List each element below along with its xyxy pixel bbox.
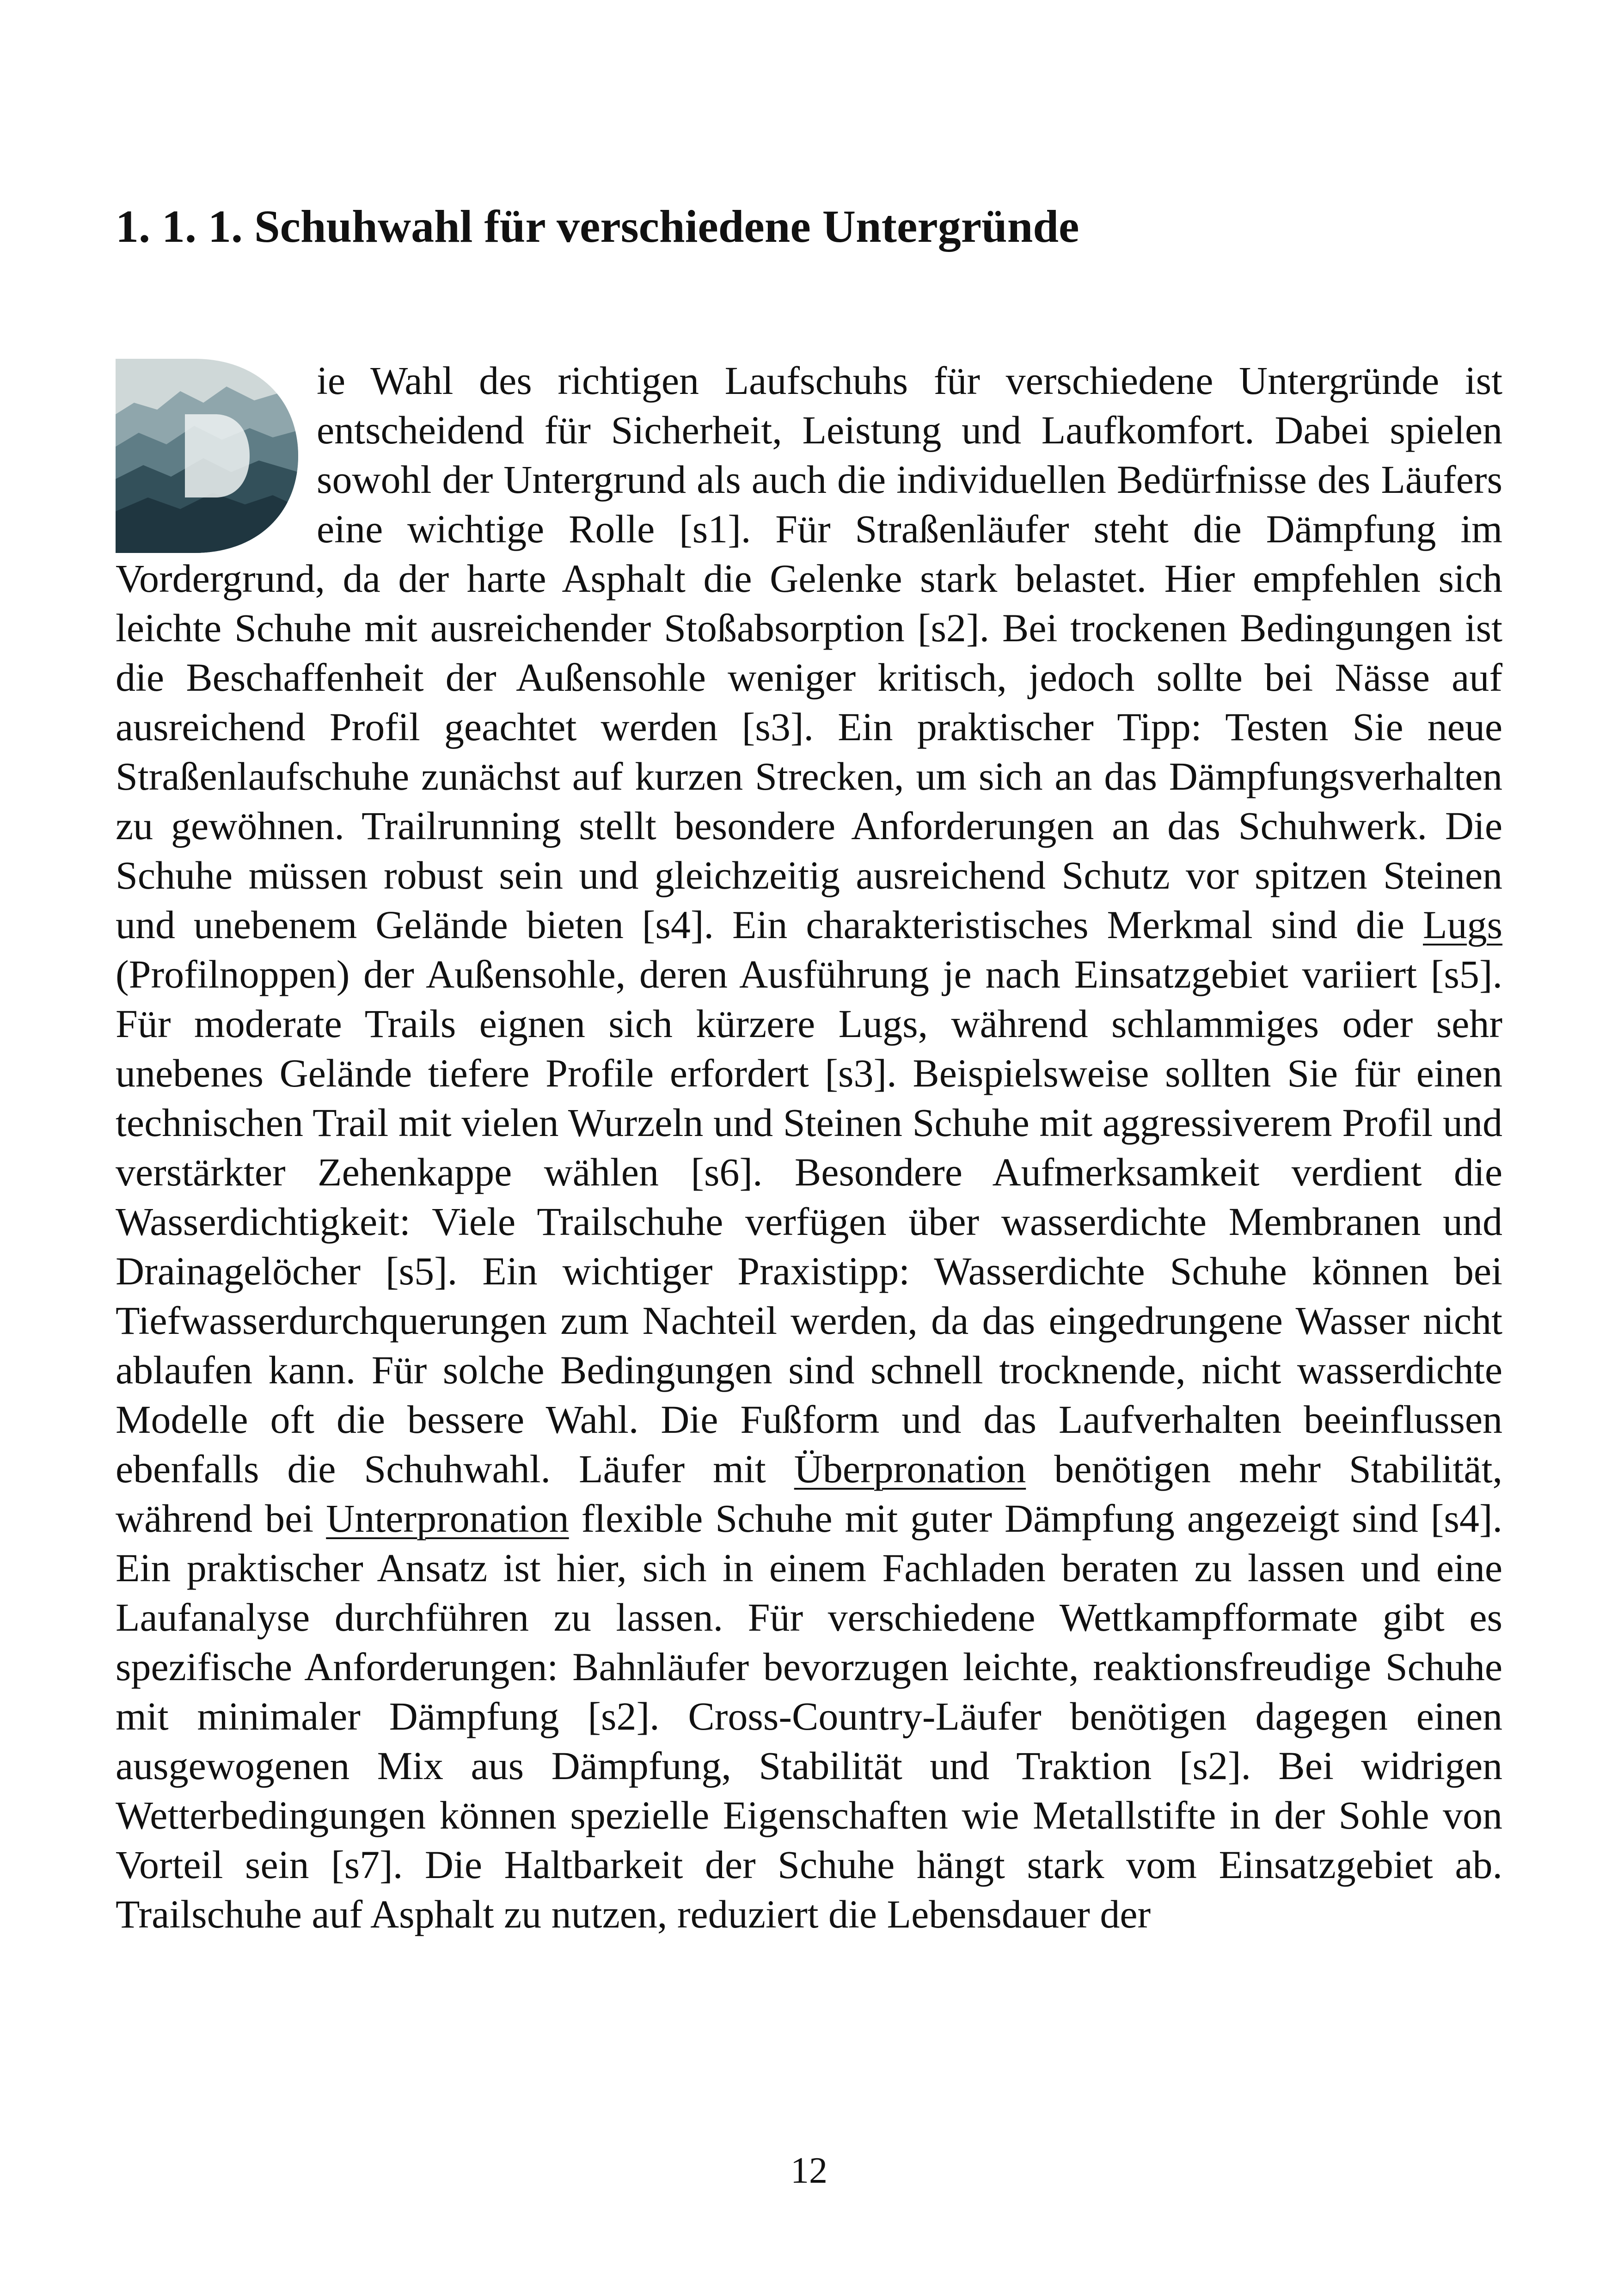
page-number: 12 xyxy=(791,2150,827,2191)
body-paragraph xyxy=(116,356,1502,1939)
body-text-part: flexible Schuhe mit guter Dämpfung angezeigt sind [s4]. Ein praktischer Ansatz ist hier, sich in einem Fachladen beraten zu lassen und eine Laufanalyse durchführen zu lassen. Für verschiedene Wettkampfformate gibt es spezifische Anforderungen: Bahnläufer bevorzugen leichte, reaktionsfreudige Schuhe mit minimaler Dämpfung [s2]. Cross-Country-Läufer benötigen dagegen einen ausgewogenen Mix aus Dämpfung, Stabilität und Traktion [s2]. Bei widrigen Wetterbedingungen können spezielle Eigenschaften wie Metallstifte in der Sohle von Vorteil sein [s7]. Die Haltbarkeit der Schuhe hängt stark vom Einsatzgebiet ab. Trailschuhe auf Asphalt zu nutzen, reduziert die Lebensdauer der xyxy=(116,1496,1502,1936)
section-heading: 1. 1. 1. Schuhwahl für verschiedene Untergründe xyxy=(116,201,1079,252)
term-ueberpronation: Überpronation xyxy=(794,1447,1026,1491)
term-unterpronation: Unterpronation xyxy=(326,1496,569,1541)
body-text-part: ie Wahl des richtigen Laufschuhs für verschiedene Untergründe ist entscheidend für Sicherheit, Leistung und Laufkomfort. Dabei spielen sowohl der Untergrund als auch die individuellen Bedürfnisse des Läufers eine wichtige Rolle [s1]. Für Straßenläufer steht die Dämpfung im Vordergrund, da der harte Asphalt die Gelenke stark belastet. Hier empfehlen sich leichte Schuhe mit ausreichender Stoßabsorption [s2]. Bei trockenen Bedingungen ist die Beschaffenheit der Außensohle weniger kritisch, jedoch sollte bei Nässe auf ausreichend Profil geachtet werden [s3]. Ein praktischer Tipp: Testen Sie neue Straßenlaufschuhe zunächst auf kurzen Strecken, um sich an das Dämpfungsverhalten zu gewöhnen. Trailrunning stellt besondere Anforderungen an das Schuhwerk. Die Schuhe müssen robust sein und gleichzeitig ausreichend Schutz vor spitzen Steinen und unebenem Gelände bieten [s4]. Ein charakteristisches Merkmal sind die xyxy=(116,358,1502,947)
drop-cap-letter-image xyxy=(116,359,298,553)
term-lugs: Lugs xyxy=(1423,902,1502,947)
body-text-part: (Profilnoppen) der Außensohle, deren Ausführung je nach Einsatzgebiet variiert [s5]. Für moderate Trails eignen sich kürzere Lugs, während schlammiges oder sehr unebenes Gelände tiefere Profile erfordert [s3]. Beispielsweise sollten Sie für einen technischen Trail mit vielen Wurzeln und Steinen Schuhe mit aggressiverem Profil und verstärkter Zehenkappe wählen [s6]. Besondere Aufmerksamkeit verdient die Wasserdichtigkeit: Viele Trailschuhe verfügen über wasserdichte Membranen und Drainagelöcher [s5]. Ein wichtiger Praxistipp: Wasserdichte Schuhe können bei Tiefwasserdurchquerungen zum Nachteil werden, da das eingedrungene Wasser nicht ablaufen kann. Für solche Bedingungen sind schnell trocknende, nicht wasserdichte Modelle oft die bessere Wahl. Die Fußform und das Laufverhalten beeinflussen ebenfalls die Schuhwahl. Läufer mit xyxy=(116,952,1502,1491)
body-text-part: benötigen mehr Stabilität, während bei xyxy=(116,1447,1502,1541)
